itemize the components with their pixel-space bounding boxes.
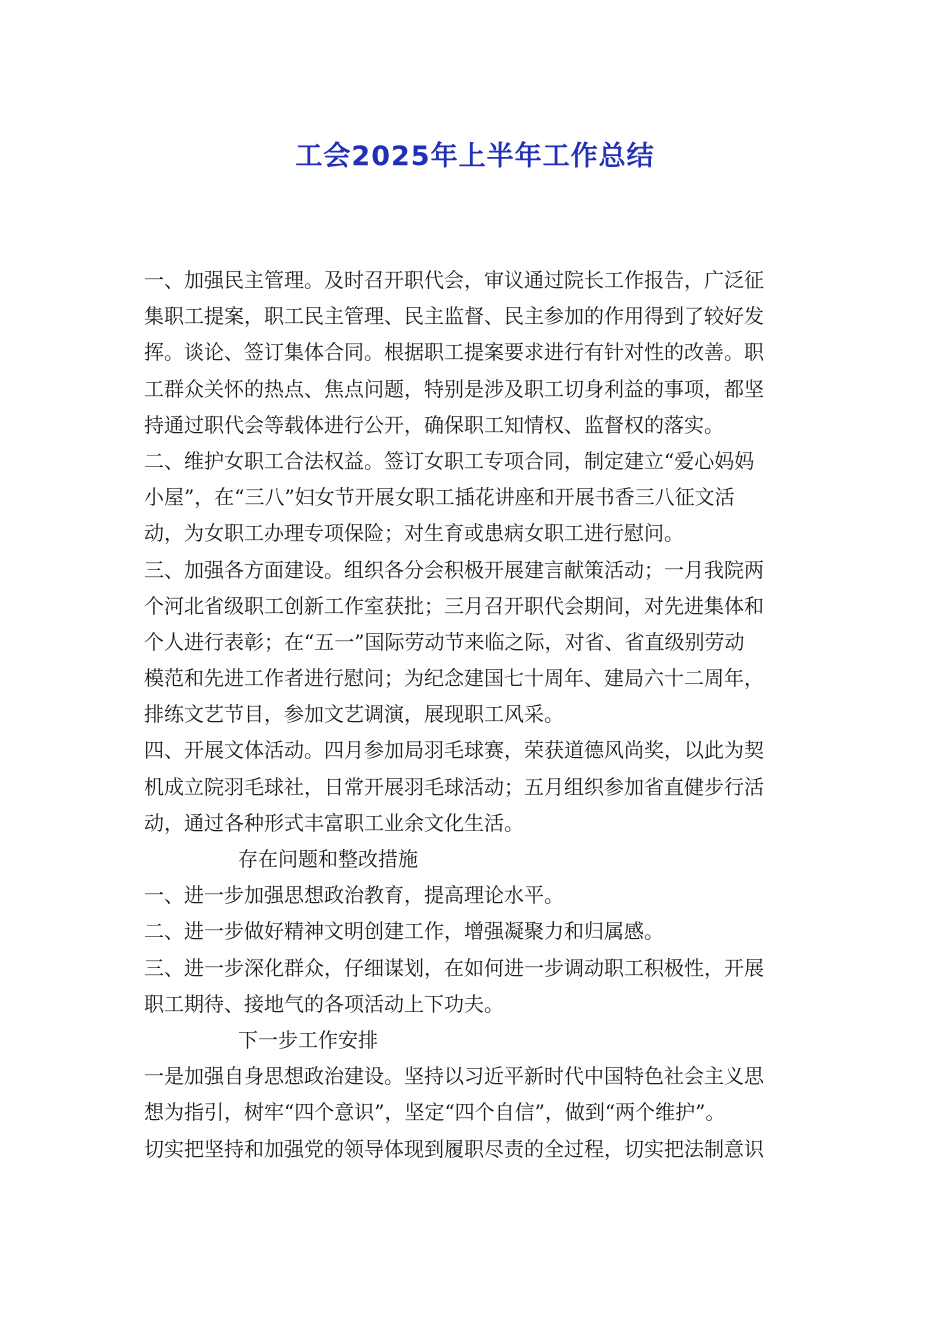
paragraph-line: 一是加强自身思想政治建设。坚持以习近平新时代中国特色社会主义思 bbox=[144, 1064, 764, 1089]
paragraph-line: 排练文艺节目，参加文艺调演，展现职工风采。 bbox=[144, 702, 564, 727]
paragraph-line: 四、开展文体活动。四月参加局羽毛球赛，荣获道德风尚奖，以此为契 bbox=[144, 738, 764, 763]
section-heading-problems: 存在问题和整改措施 bbox=[238, 847, 418, 871]
paragraph-line: 集职工提案，职工民主管理、民主监督、民主参加的作用得到了较好发 bbox=[144, 304, 764, 329]
paragraph-line: 个河北省级职工创新工作室获批；三月召开职代会期间，对先进集体和 bbox=[144, 593, 764, 618]
paragraph-line: 一、加强民主管理。及时召开职代会，审议通过院长工作报告，广泛征 bbox=[144, 268, 764, 292]
paragraph-line: 职工期待、接地气的各项活动上下功夫。 bbox=[144, 991, 504, 1016]
paragraph-line: 挥。谈论、签订集体合同。根据职工提案要求进行有针对性的改善。职 bbox=[144, 340, 764, 365]
paragraph-line: 持通过职代会等载体进行公开，确保职工知情权、监督权的落实。 bbox=[144, 412, 724, 437]
paragraph-line: 工群众关怀的热点、焦点问题，特别是涉及职工切身利益的事项，都坚 bbox=[144, 376, 764, 401]
paragraph-line: 想为指引，树牢“四个意识”，坚定“四个自信”，做到“两个维护”。 bbox=[144, 1100, 726, 1125]
document-body bbox=[144, 262, 816, 1167]
paragraph-line: 二、进一步做好精神文明创建工作，增强凝聚力和归属感。 bbox=[144, 919, 664, 944]
paragraph-line: 三、加强各方面建设。组织各分会积极开展建言献策活动；一月我院两 bbox=[144, 557, 764, 582]
paragraph-line: 小屋”，在“三八”妇女节开展女职工插花讲座和开展书香三八征文活 bbox=[144, 485, 735, 510]
paragraph-line: 二、维护女职工合法权益。签订女职工专项合同，制定建立“爱心妈妈 bbox=[144, 448, 755, 473]
document-title: 工会2025年上半年工作总结 bbox=[295, 141, 655, 172]
paragraph-line: 模范和先进工作者进行慰问；为纪念建国七十周年、建局六十二周年， bbox=[144, 666, 764, 691]
paragraph-line: 动，通过各种形式丰富职工业余文化生活。 bbox=[144, 810, 524, 835]
paragraph-line: 一、进一步加强思想政治教育，提高理论水平。 bbox=[144, 883, 564, 908]
section-heading-next-steps: 下一步工作安排 bbox=[238, 1027, 378, 1052]
paragraph-line: 动，为女职工办理专项保险；对生育或患病女职工进行慰问。 bbox=[144, 521, 684, 546]
paragraph-line: 机成立院羽毛球社，日常开展羽毛球活动；五月组织参加省直健步行活 bbox=[144, 774, 764, 799]
paragraph-line: 三、进一步深化群众，仔细谋划，在如何进一步调动职工积极性，开展 bbox=[144, 955, 764, 980]
paragraph-line: 个人进行表彰；在“五一”国际劳动节来临之际，对省、省直级别劳动 bbox=[144, 629, 745, 654]
paragraph-line: 切实把坚持和加强党的领导体现到履职尽责的全过程，切实把法制意识 bbox=[144, 1136, 764, 1161]
